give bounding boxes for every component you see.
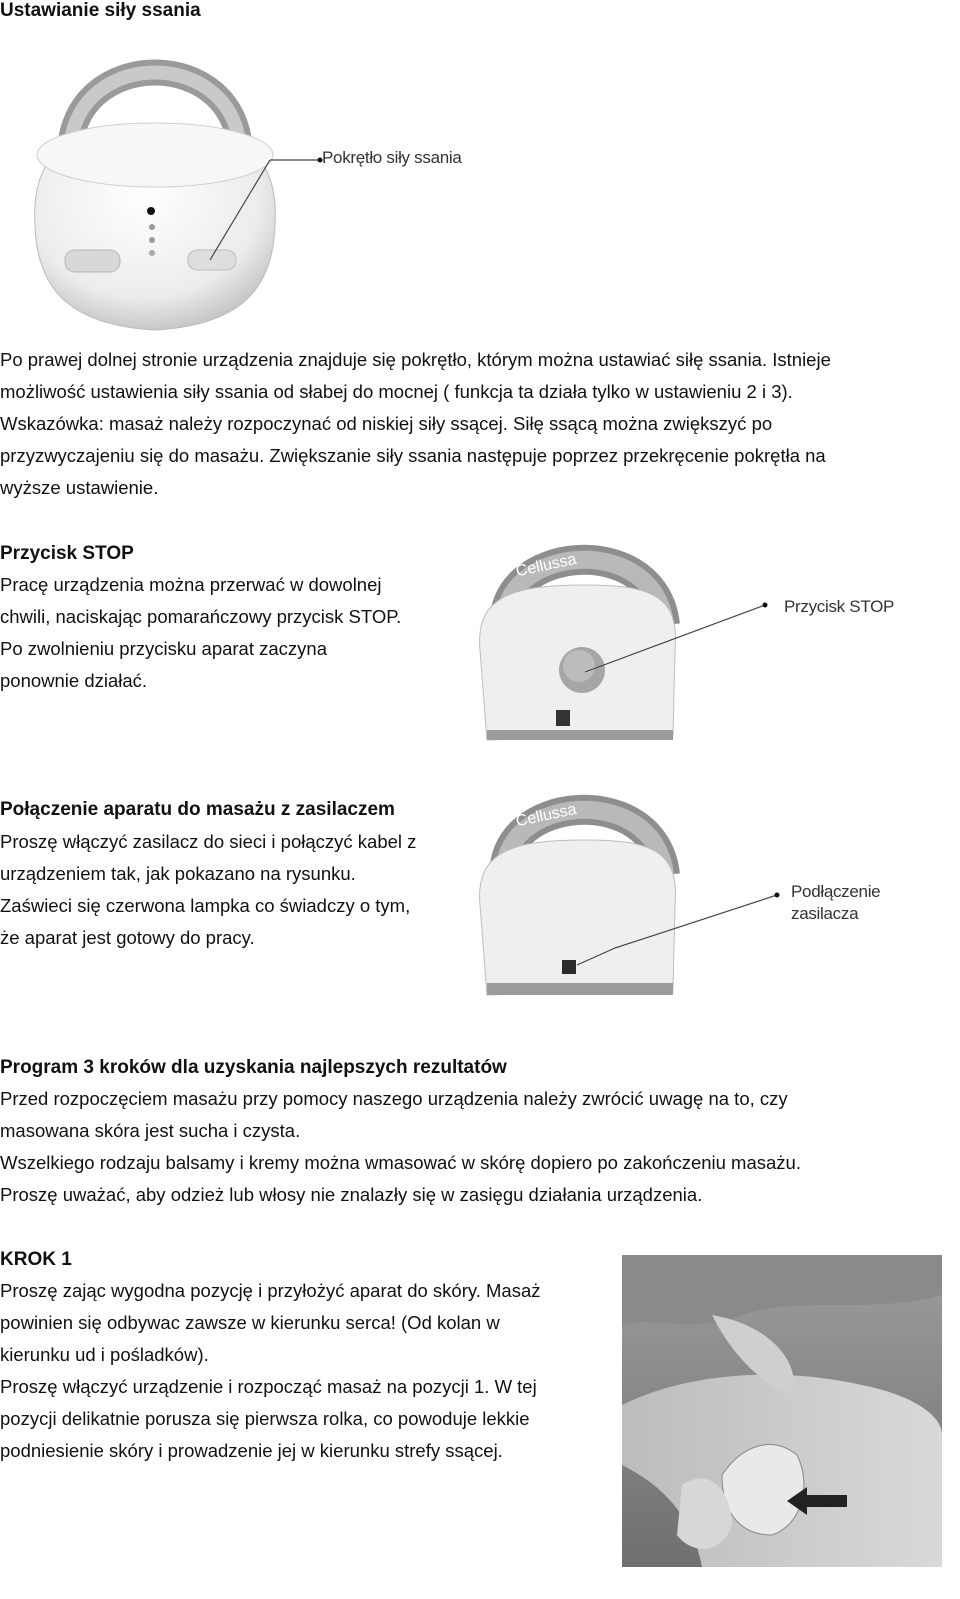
section-heading-power: Połączenie aparatu do masażu z zasilaczem — [0, 799, 395, 820]
text-line: masowana skóra jest sucha i czysta. — [0, 1120, 301, 1141]
text-line: ponownie działać. — [0, 670, 148, 691]
text-line: możliwość ustawienia siły ssania od słabej do mocnej ( funkcja ta działa tylko w ustawieniu 2 i 3). — [0, 381, 793, 402]
text-line: Wskazówka: masaż należy rozpoczynać od niskiej siły ssącej. Siłę ssącą można zwiększyć po — [0, 413, 773, 434]
text-line: Po zwolnieniu przycisku aparat zaczyna — [0, 638, 327, 659]
text-line: Proszę uważać, aby odzież lub włosy nie znalazły się w zasięgu działania urządzenia. — [0, 1184, 703, 1205]
text-line: Proszę włączyć urządzenie i rozpocząć masaż na pozycji 1. W tej — [0, 1376, 537, 1397]
text-line: podniesienie skóry i prowadzenie jej w kierunku strefy ssącej. — [0, 1440, 503, 1461]
suction-device-illustration — [30, 35, 480, 340]
section1-text — [0, 344, 960, 504]
text-line: chwili, naciskając pomarańczowy przycisk STOP. — [0, 606, 402, 627]
text-line: Pracę urządzenia można przerwać w dowolnej — [0, 574, 382, 595]
section3-text — [0, 826, 416, 954]
text-line: Proszę włączyć zasilacz do sieci i połączyć kabel z — [0, 831, 417, 852]
callout-line: Podłączenie — [791, 882, 881, 901]
step1-massage-photo — [622, 1255, 942, 1567]
callout-line: zasilacza — [791, 904, 859, 923]
callout-power-adapter — [791, 881, 880, 925]
device-band-label: Cellussa — [514, 800, 578, 831]
section5-text — [0, 1275, 541, 1467]
section-heading-stop: Przycisk STOP — [0, 543, 134, 564]
device-band-label: Cellussa — [514, 550, 578, 581]
callout-stop-button: Przycisk STOP — [784, 597, 895, 616]
section-heading-suction: Ustawianie siły ssania — [0, 0, 201, 21]
callout-suction-knob: Pokrętło siły ssania — [322, 148, 462, 167]
text-line: urządzeniem tak, jak pokazano na rysunku. — [0, 863, 356, 884]
section2-text — [0, 569, 401, 697]
section-heading-program: Program 3 kroków dla uzyskania najlepszych rezultatów — [0, 1057, 507, 1078]
text-line: Po prawej dolnej stronie urządzenia znajduje się pokrętło, którym można ustawiać siłę ssania. Istnieje — [0, 349, 831, 370]
power-adapter-device-illustration — [475, 780, 790, 1010]
text-line: Zaświeci się czerwona lampka co świadczy o tym, — [0, 895, 411, 916]
section-heading-step1: KROK 1 — [0, 1249, 72, 1270]
text-line: przyzwyczajeniu się do masażu. Zwiększanie siły ssania następuje poprzez przekręcenie pokrętła na — [0, 445, 826, 466]
stop-button-device-illustration — [475, 530, 775, 755]
text-line: Wszelkiego rodzaju balsamy i kremy można wmasować w skórę dopiero po zakończeniu masażu. — [0, 1152, 801, 1173]
text-line: że aparat jest gotowy do pracy. — [0, 927, 255, 948]
text-line: wyższe ustawienie. — [0, 477, 159, 498]
text-line: Przed rozpoczęciem masażu przy pomocy naszego urządzenia należy zwrócić uwagę na to, czy — [0, 1088, 788, 1109]
text-line: powinien się odbywac zawsze w kierunku serca! (Od kolan w — [0, 1312, 500, 1333]
section4-text — [0, 1083, 801, 1211]
text-line: kierunku ud i pośladków). — [0, 1344, 209, 1365]
text-line: Proszę zając wygodna pozycję i przyłożyć aparat do skóry. Masaż — [0, 1280, 541, 1301]
text-line: pozycji delikatnie porusza się pierwsza rolka, co powoduje lekkie — [0, 1408, 530, 1429]
